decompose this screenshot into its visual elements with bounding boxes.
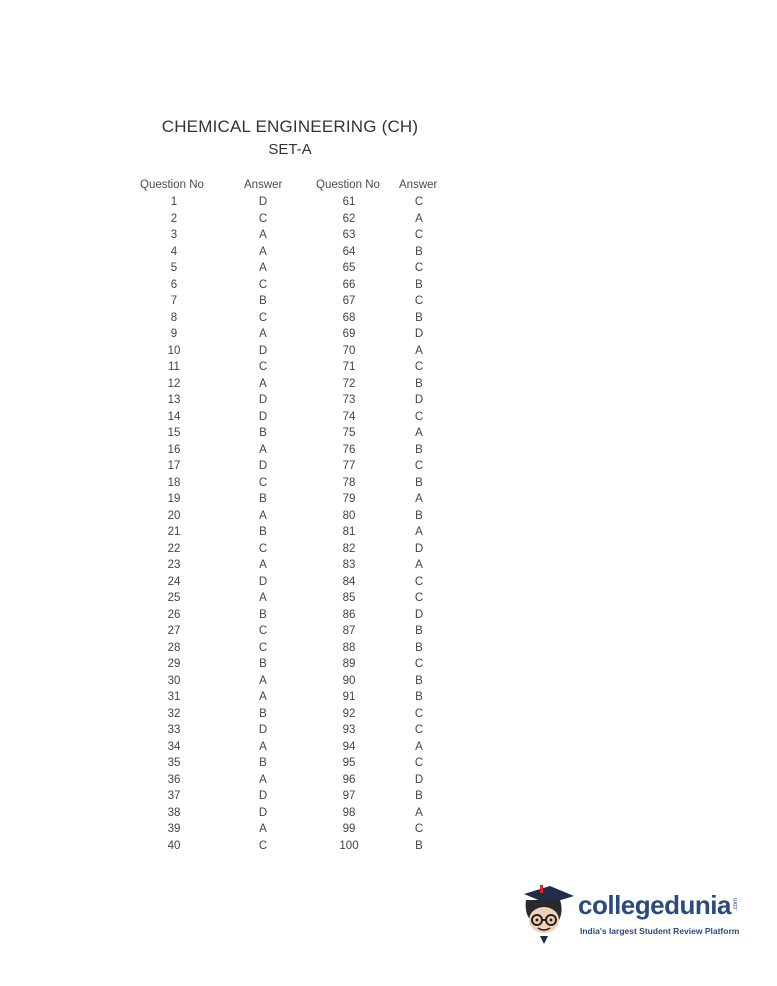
answer-cell: B (259, 608, 267, 621)
question-number-cell: 2 (170, 212, 178, 225)
question-number-cell: 93 (342, 724, 356, 736)
answer-cell: D (258, 344, 268, 357)
answer-cell: D (258, 410, 268, 423)
question-number-cell: 74 (342, 410, 356, 423)
question-number-cell: 20 (167, 509, 181, 522)
question-number-cell: 28 (167, 641, 181, 654)
question-number-cell: 100 (339, 839, 359, 852)
answer-cell: C (258, 641, 268, 654)
question-number-cell: 70 (342, 344, 356, 357)
answer-cell: C (414, 460, 424, 472)
answer-cell: C (258, 625, 268, 637)
question-number-cell: 99 (342, 823, 356, 835)
answer-cell: B (415, 839, 423, 852)
question-number-cell: 23 (167, 559, 181, 571)
answer-cell: B (415, 476, 423, 489)
answer-cell: C (258, 476, 268, 489)
question-number-cell: 65 (342, 262, 356, 274)
answer-cell: B (415, 674, 423, 687)
question-number-cell: 10 (167, 344, 181, 357)
answer-cell: C (414, 823, 424, 835)
answer-cell: A (415, 427, 423, 439)
answer-cell: C (414, 410, 424, 423)
question-number-cell: 86 (342, 608, 356, 621)
question-number-cell: 88 (342, 641, 356, 654)
answer-cell: D (414, 773, 424, 786)
answer-cell: A (415, 806, 423, 819)
answer-cell: C (258, 361, 268, 373)
question-number-cell: 82 (342, 542, 356, 555)
answer-cell: D (258, 460, 268, 472)
question-number-cell: 5 (170, 262, 178, 274)
question-number-cell: 85 (342, 592, 356, 604)
question-number-cell: 98 (342, 806, 356, 819)
question-number-cell: 16 (167, 443, 181, 456)
question-number-cell: 63 (342, 229, 356, 241)
answer-cell: D (258, 394, 268, 406)
answer-cell: B (415, 377, 423, 390)
answer-cell: B (415, 641, 423, 654)
answer-cell: C (258, 311, 268, 324)
student-mascot-icon (518, 884, 576, 946)
question-number-cell: 32 (167, 707, 181, 720)
answer-cell: B (415, 278, 423, 291)
answer-cell: A (259, 328, 267, 340)
question-number-cell: 19 (167, 493, 181, 505)
answer-cell: D (414, 394, 424, 406)
question-number-cell: 96 (342, 773, 356, 786)
question-number-cell: 6 (170, 278, 178, 291)
question-number-cell: 91 (342, 691, 356, 703)
question-number-cell: 3 (170, 229, 178, 241)
answer-cell: A (415, 740, 423, 753)
answer-cell: A (259, 377, 267, 390)
answer-cell: C (414, 575, 424, 588)
answer-cell: B (415, 691, 423, 703)
question-number-cell: 95 (342, 757, 356, 769)
answer-cell: A (415, 559, 423, 571)
answer-cell: A (259, 823, 267, 835)
question-number-cell: 25 (167, 592, 181, 604)
column-right-questions (314, 194, 384, 854)
answer-cell: B (415, 443, 423, 456)
question-number-cell: 67 (342, 295, 356, 307)
question-number-cell: 1 (170, 196, 178, 208)
question-number-cell: 66 (342, 278, 356, 291)
question-number-cell: 4 (170, 245, 178, 258)
question-number-cell: 77 (342, 460, 356, 472)
header-answer-left: Answer (244, 179, 283, 191)
question-number-cell: 12 (167, 377, 181, 390)
question-number-cell: 87 (342, 625, 356, 637)
answer-cell: A (259, 691, 267, 703)
answer-cell: A (259, 773, 267, 786)
answer-cell: B (259, 427, 267, 439)
question-number-cell: 26 (167, 608, 181, 621)
question-number-cell: 29 (167, 658, 181, 670)
answer-cell: A (415, 212, 423, 225)
question-number-cell: 9 (170, 328, 178, 340)
answer-cell: C (258, 839, 268, 852)
question-number-cell: 8 (170, 311, 178, 324)
question-number-cell: 73 (342, 394, 356, 406)
question-number-cell: 35 (167, 757, 181, 769)
answer-cell: D (414, 328, 424, 340)
page-title: CHEMICAL ENGINEERING (CH) (161, 117, 419, 136)
question-number-cell: 15 (167, 427, 181, 439)
question-number-cell: 68 (342, 311, 356, 324)
question-number-cell: 18 (167, 476, 181, 489)
answer-cell: B (415, 790, 423, 802)
question-number-cell: 34 (167, 740, 181, 753)
answer-cell: C (258, 542, 268, 555)
answer-cell: D (414, 542, 424, 555)
question-number-cell: 64 (342, 245, 356, 258)
question-number-cell: 62 (342, 212, 356, 225)
question-number-cell: 69 (342, 328, 356, 340)
answer-cell: B (259, 658, 267, 670)
question-number-cell: 7 (170, 295, 178, 307)
answer-cell: A (259, 592, 267, 604)
answer-cell: B (259, 707, 267, 720)
column-left-questions (139, 194, 209, 854)
answer-cell: A (415, 344, 423, 357)
question-number-cell: 72 (342, 377, 356, 390)
question-number-cell: 21 (167, 526, 181, 538)
answer-cell: B (415, 311, 423, 324)
answer-cell: B (259, 757, 267, 769)
question-number-cell: 11 (168, 361, 180, 373)
answer-cell: B (259, 295, 267, 307)
answer-cell: C (414, 757, 424, 769)
question-number-cell: 90 (342, 674, 356, 687)
column-left-answers (228, 194, 298, 854)
column-right-answers (384, 194, 454, 854)
answer-cell: D (258, 790, 268, 802)
question-number-cell: 39 (167, 823, 181, 835)
question-number-cell: 83 (342, 559, 356, 571)
answer-cell: C (414, 724, 424, 736)
answer-cell: C (414, 361, 424, 373)
question-number-cell: 33 (167, 724, 181, 736)
answer-cell: D (258, 575, 268, 588)
question-number-cell: 31 (167, 691, 181, 703)
answer-cell: B (415, 509, 423, 522)
answer-cell: C (414, 658, 424, 670)
question-number-cell: 24 (167, 575, 181, 588)
question-number-cell: 38 (167, 806, 181, 819)
collegedunia-logo[interactable] (518, 884, 748, 946)
question-number-cell: 61 (342, 196, 356, 208)
answer-cell: A (415, 493, 423, 505)
answer-cell: C (258, 278, 268, 291)
header-answer-right: Answer (399, 179, 438, 191)
answer-cell: C (414, 196, 424, 208)
answer-cell: D (258, 196, 268, 208)
answer-cell: A (259, 245, 267, 258)
question-number-cell: 30 (167, 674, 181, 687)
question-number-cell: 71 (342, 361, 356, 373)
answer-cell: C (414, 592, 424, 604)
question-number-cell: 89 (342, 658, 356, 670)
answer-cell: D (258, 724, 268, 736)
answer-cell: D (258, 806, 268, 819)
question-number-cell: 40 (167, 839, 181, 852)
question-number-cell: 36 (167, 773, 181, 786)
question-number-cell: 94 (342, 740, 356, 753)
question-number-cell: 81 (342, 526, 356, 538)
logo-tagline: India's largest Student Review Platform (580, 926, 740, 936)
answer-cell: A (259, 262, 267, 274)
logo-com-suffix: .com (733, 898, 739, 912)
question-number-cell: 17 (167, 460, 181, 472)
answer-cell: C (414, 229, 424, 241)
answer-cell: B (415, 625, 423, 637)
question-number-cell: 27 (167, 625, 181, 637)
answer-cell: C (258, 212, 268, 225)
question-number-cell: 80 (342, 509, 356, 522)
question-number-cell: 79 (342, 493, 356, 505)
logo-wordmark: collegedunia (578, 890, 731, 920)
question-number-cell: 78 (342, 476, 356, 489)
question-number-cell: 92 (342, 707, 356, 720)
question-number-cell: 22 (167, 542, 181, 555)
question-number-cell: 84 (342, 575, 356, 588)
answer-cell: B (259, 493, 267, 505)
answer-cell: A (259, 443, 267, 456)
answer-cell: A (259, 559, 267, 571)
question-number-cell: 37 (167, 790, 181, 802)
question-number-cell: 97 (342, 790, 356, 802)
question-number-cell: 13 (167, 394, 181, 406)
question-number-cell: 76 (342, 443, 356, 456)
answer-cell: D (414, 608, 424, 621)
answer-cell: A (259, 740, 267, 753)
question-number-cell: 14 (167, 410, 181, 423)
answer-cell: C (414, 262, 424, 274)
header-question-no-left: Question No (140, 179, 204, 191)
page-subtitle: SET-A (268, 141, 312, 158)
answer-cell: C (414, 295, 424, 307)
answer-cell: A (259, 674, 267, 687)
answer-cell: A (415, 526, 423, 538)
answer-cell: A (259, 509, 267, 522)
answer-cell: B (415, 245, 423, 258)
answer-cell: A (259, 229, 267, 241)
question-number-cell: 75 (342, 427, 356, 439)
header-question-no-right: Question No (316, 179, 380, 191)
answer-cell: C (414, 707, 424, 720)
answer-cell: B (259, 526, 267, 538)
